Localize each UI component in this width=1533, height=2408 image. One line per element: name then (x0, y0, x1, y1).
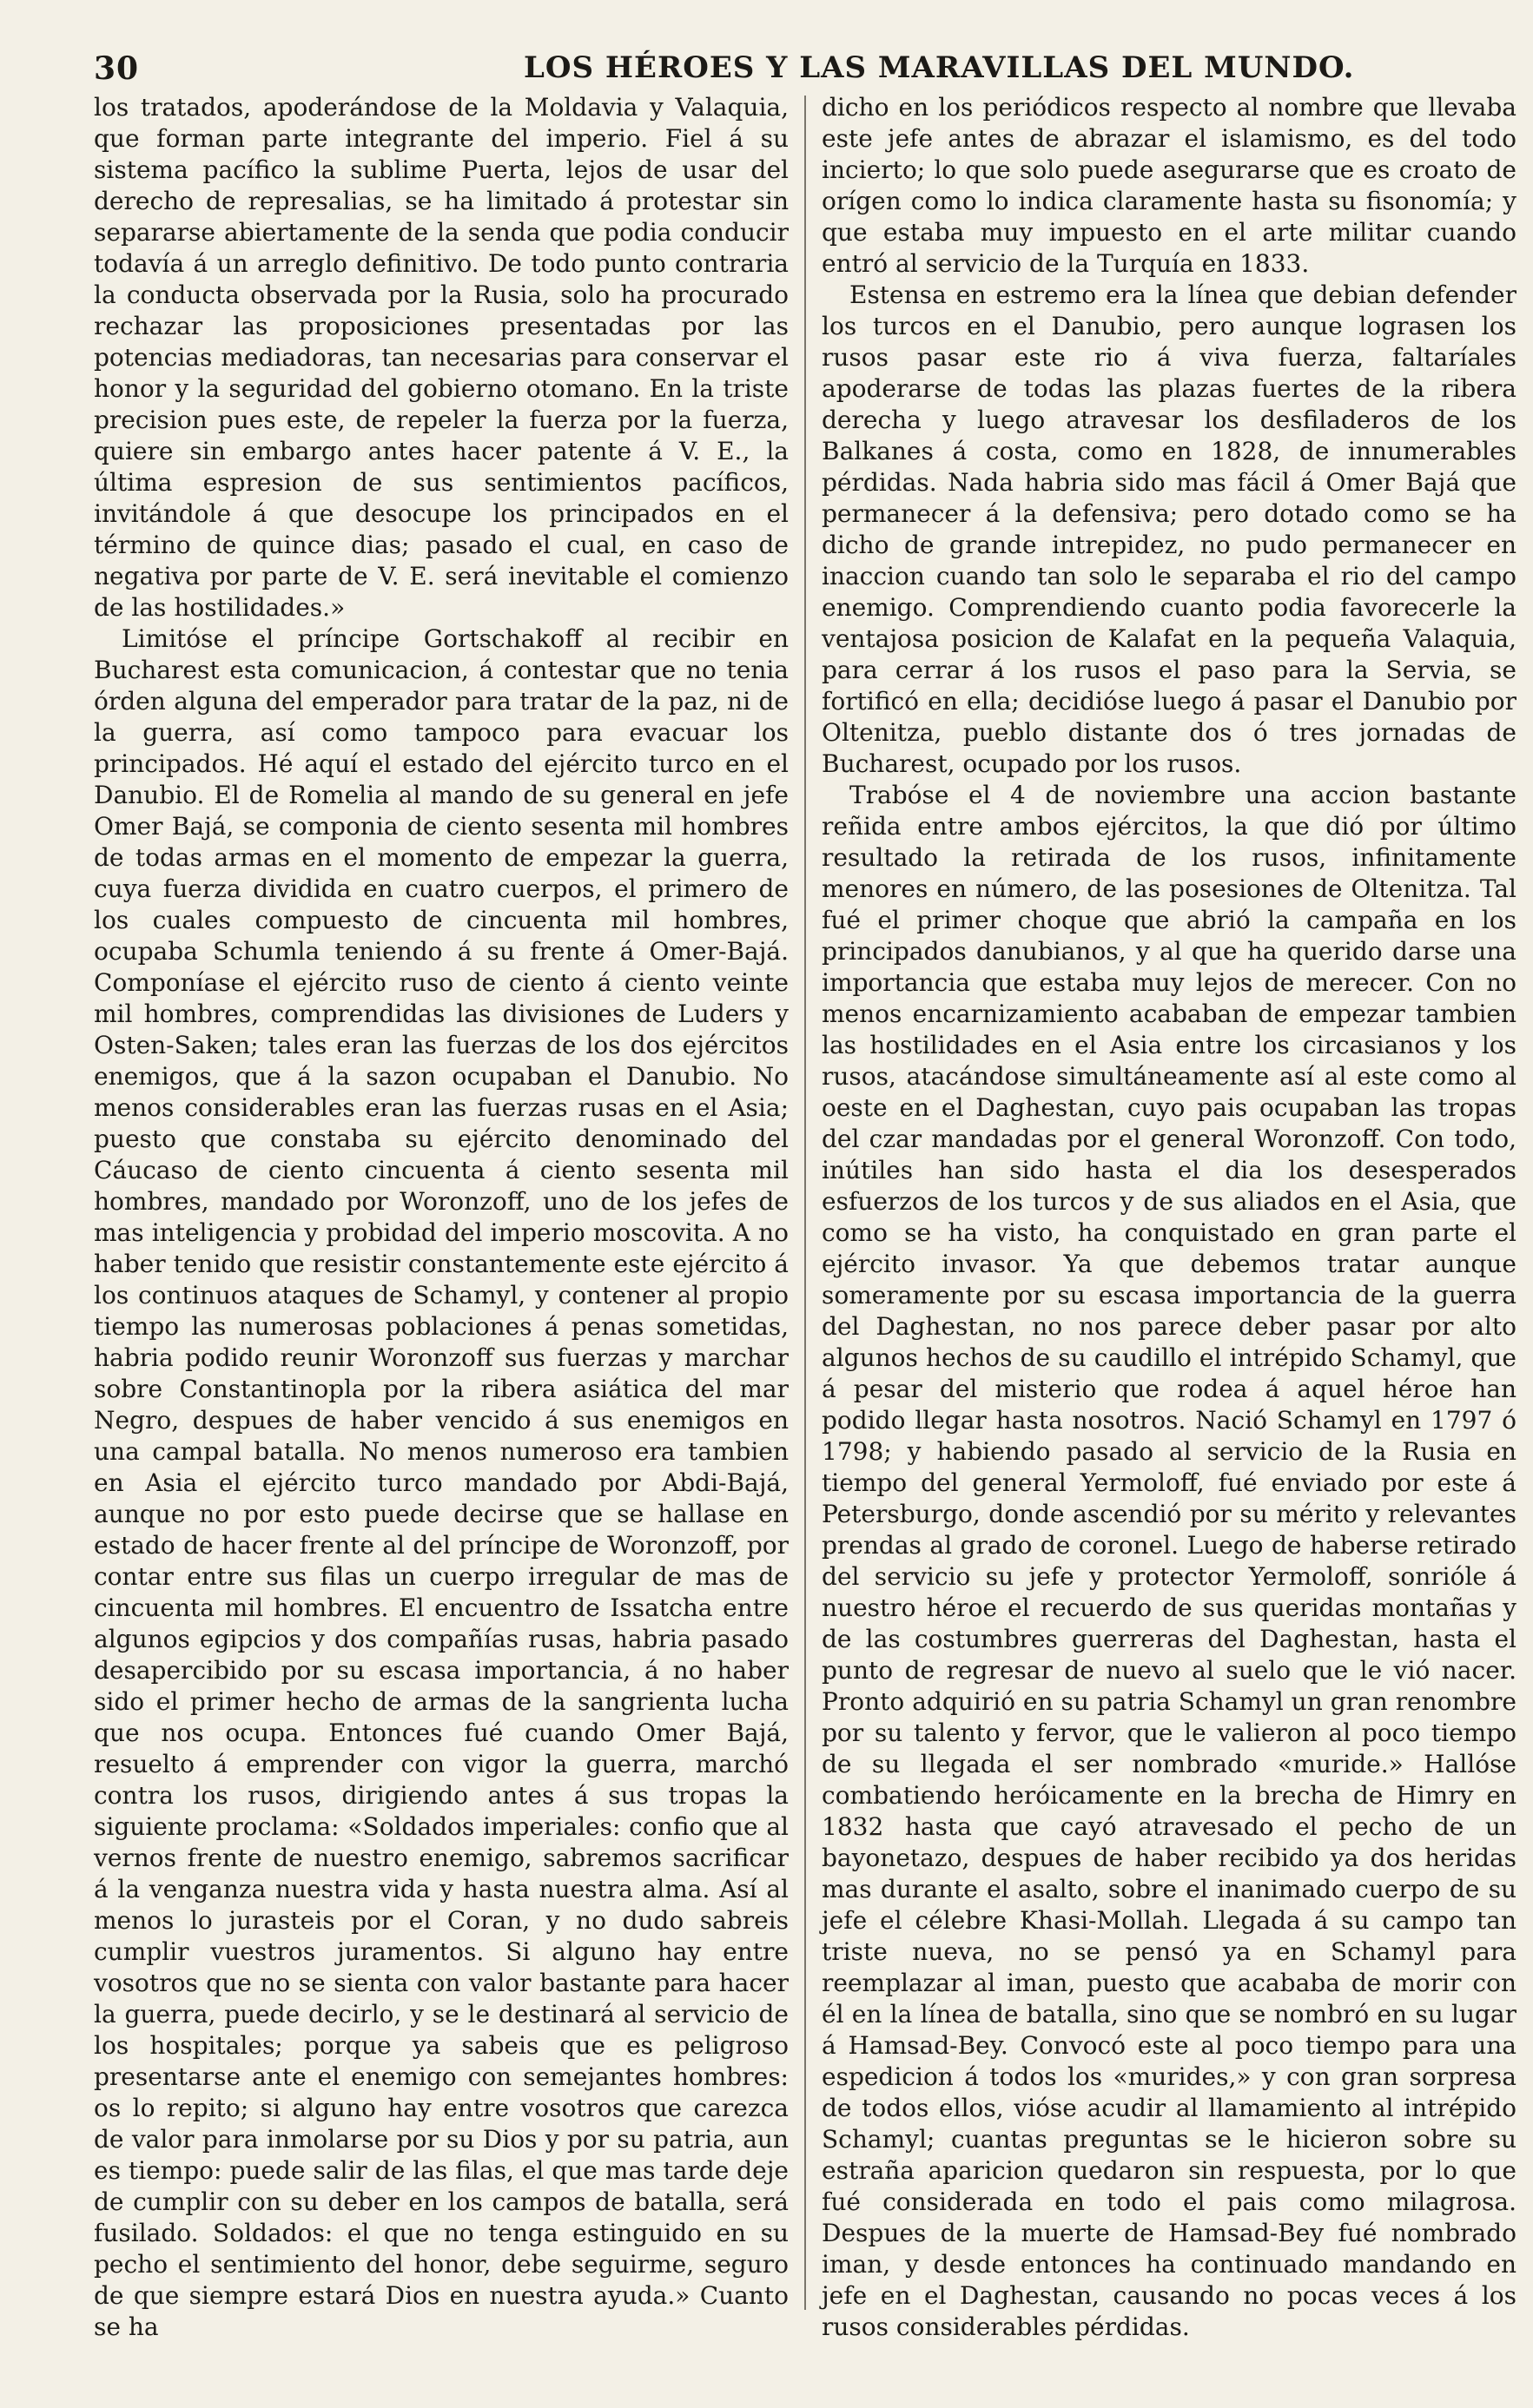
left-paragraph-2: Limitóse el príncipe Gortschakoff al recibir en Bucharest esta comunicacion, á contestar que no tenia órden alguna del emperador para tratar de la paz, ni de la guerra, así como tampoco para evacuar los principados. Hé aquí el estado del ejército turco en el Danubio. El de Romelia al mando de su general en jefe Omer Bajá, se componia de ciento sesenta mil hombres de todas armas en el momento de empezar la guerra, cuya fuerza dividida en cuatro cuerpos, el primero de los cuales compuesto de cincuenta mil hombres, ocupaba Schumla teniendo á su frente á Omer-Bajá. Componíase el ejército ruso de ciento á ciento veinte mil hombres, comprendidas las divisiones de Luders y Osten-Saken; tales eran las fuerzas de los dos ejércitos enemigos, que á la sazon ocupaban el Danubio. No menos considerables eran las fuerzas rusas en el Asia; puesto que constaba su ejército denominado del Cáucaso de ciento cincuenta á ciento sesenta mil hombres, mandado por Woronzoff, uno de los jefes de mas inteligencia y probidad del imperio moscovita. A no haber tenido que resistir constantemente este ejército á los continuos ataques de Schamyl, y contener al propio tiempo las numerosas poblaciones á penas sometidas, habria podido reunir Woronzoff sus fuerzas y marchar sobre Constantinopla por la ribera asiática del mar Negro, despues de haber vencido á sus enemigos en una campal batalla. No menos numeroso era tambien en Asia el ejército turco mandado por Abdi-Bajá, aunque no por esto puede decirse que se hallase en estado de hacer frente al del príncipe de Woronzoff, por contar entre sus filas un cuerpo irregular de mas de cincuenta mil hombres. El encuentro de Issatcha entre algunos egipcios y dos compañías rusas, habria pasado desapercibido por su escasa importancia, á no haber sido el primer hecho de armas de la sangrienta lucha que nos ocupa. Entonces fué cuando Omer Bajá, resuelto á emprender con vigor la guerra, marchó contra los rusos, dirigiendo antes á sus tropas la siguiente proclama: «Soldados imperiales: confio que al vernos frente de nuestro enemigo, sabremos sacrificar á la venganza nuestra vida y hasta nuestra alma. Así al menos lo jurasteis por el Coran, y no dudo sabreis cumplir vuestros juramentos. Si alguno hay entre vosotros que no se sienta con valor bastante para hacer la guerra, puede decirlo, y se le destinará al servicio de los hospitales; porque ya sabeis que es peligroso presentarse ante el enemigo con semejantes hombres: os lo repito; si alguno hay entre vosotros que carezca de valor para inmolarse por su Dios y por su patria, aun es tiempo: puede salir de las filas, el que mas tarde deje de cumplir con su deber en los campos de batalla, será fusilado. Soldados: el que no tenga estinguido en su pecho el sentimiento del honor, debe seguirme, seguro de que siempre estará Dios en nuestra ayuda.» Cuanto se ha (94, 624, 789, 2341)
right-paragraph-1: dicho en los periódicos respecto al nombre que llevaba este jefe antes de abrazar el islamismo, es del todo incierto; lo que solo puede asegurarse que es croato de orígen como lo indica claramente hasta su fisonomía; y que estaba muy impuesto en el arte militar cuando entró al servicio de la Turquía en 1833. (822, 93, 1516, 278)
column-divider (804, 96, 806, 2310)
page-number: 30 (94, 50, 140, 87)
right-paragraph-3: Trabóse el 4 de noviembre una accion bastante reñida entre ambos ejércitos, la que dió por último resultado la retirada de los rusos, infinitamente menores en número, de las posesiones de Oltenitza. Tal fué el primer choque que abrió la campaña en los principados danubianos, y al que ha querido darse una importancia que estaba muy lejos de merecer. Con no menos encarnizamiento acababan de empezar tambien las hostilidades en el Asia entre los circasianos y los rusos, atacándose simultáneamente así al este como al oeste en el Daghestan, cuyo pais ocupaban las tropas del czar mandadas por el general Woronzoff. Con todo, inútiles han sido hasta el dia los desesperados esfuerzos de los turcos y de sus aliados en el Asia, que como se ha visto, ha conquistado en gran parte el ejército invasor. Ya que debemos tratar aunque someramente por su escasa importancia de la guerra del Daghestan, no nos parece deber pasar por alto algunos hechos de su caudillo el intrépido Schamyl, que á pesar del misterio que rodea á aquel héroe han podido llegar hasta nosotros. Nació Schamyl en 1797 ó 1798; y habiendo pasado al servicio de la Rusia en tiempo del general Yermoloff, fué enviado por este á Petersburgo, donde ascendió por su mérito y relevantes prendas al grado de coronel. Luego de haberse retirado del servicio su jefe y protector Yermoloff, sonrióle á nuestro héroe el recuerdo de sus queridas montañas y de las costumbres guerreras del Daghestan, hasta el punto de regresar de nuevo al suelo que le vió nacer. Pronto adquirió en su patria Schamyl un gran renombre por su talento y fervor, que le valieron al poco tiempo de su llegada el ser nombrado «muride.» Hallóse combatiendo heróicamente en la brecha de Himry en 1832 hasta que cayó atravesado el pecho de un bayonetazo, despues de haber recibido ya dos heridas mas durante el asalto, sobre el inanimado cuerpo de su jefe el célebre Khasi-Mollah. Llegada á su campo tan triste nueva, no se pensó ya en Schamyl para reemplazar al iman, puesto que acababa de morir con él en la línea de batalla, sino que se nombró en su lugar á Hamsad-Bey. Convocó este al poco tiempo para una espedicion á todos los «murides,» y con gran sorpresa de todos ellos, vióse acudir al llamamiento al intrépido Schamyl; cuantas preguntas se le hicieron sobre su estraña aparicion quedaron sin respuesta, por lo que fué considerada en todo el pais como milagrosa. Despues de la muerte de Hamsad-Bey fué nombrado iman, y desde entonces ha continuado mandando en jefe en el Daghestan, causando no pocas veces á los rusos considerables pérdidas. (822, 781, 1516, 2341)
left-column (94, 92, 789, 2341)
right-column (822, 92, 1516, 2341)
right-paragraph-2: Estensa en estremo era la línea que debian defender los turcos en el Danubio, pero aunque lograsen los rusos pasar este rio á viva fuerza, faltaríales apoderarse de todas las plazas fuertes de la ribera derecha y luego atravesar los desfiladeros de los Balkanes á costa, como en 1828, de innumerables pérdidas. Nada habria sido mas fácil á Omer Bajá que permanecer á la defensiva; pero dotado como se ha dicho de grande intrepidez, no pudo permanecer en inaccion cuando tan solo le separaba el rio del campo enemigo. Comprendiendo cuanto podia favorecerle la ventajosa posicion de Kalafat en la pequeña Valaquia, para cerrar á los rusos el paso para la Servia, se fortificó en ella; decidióse luego á pasar el Danubio por Oltenitza, pueblo distante dos ó tres jornadas de Bucharest, ocupado por los rusos. (822, 280, 1516, 778)
page-header (94, 50, 1527, 94)
left-paragraph-1: los tratados, apoderándose de la Moldavia y Valaquia, que forman parte integrante del imperio. Fiel á su sistema pacífico la sublime Puerta, lejos de usar del derecho de represalias, se ha limitado á protestar sin separarse abiertamente de la senda que podia conducir todavía á un arreglo definitivo. De todo punto contraria la conducta observada por la Rusia, solo ha procurado rechazar las proposiciones presentadas por las potencias mediadoras, tan necesarias para conservar el honor y la seguridad del gobierno otomano. En la triste precision pues este, de repeler la fuerza por la fuerza, quiere sin embargo antes hacer patente á V. E., la última espresion de sus sentimientos pacíficos, invitándole á que desocupe los principados en el término de quince dias; pasado el cual, en caso de negativa por parte de V. E. será inevitable el comienzo de las hostilidades.» (94, 93, 789, 622)
running-title: LOS HÉROES Y LAS MARAVILLAS DEL MUNDO. (524, 50, 1355, 85)
